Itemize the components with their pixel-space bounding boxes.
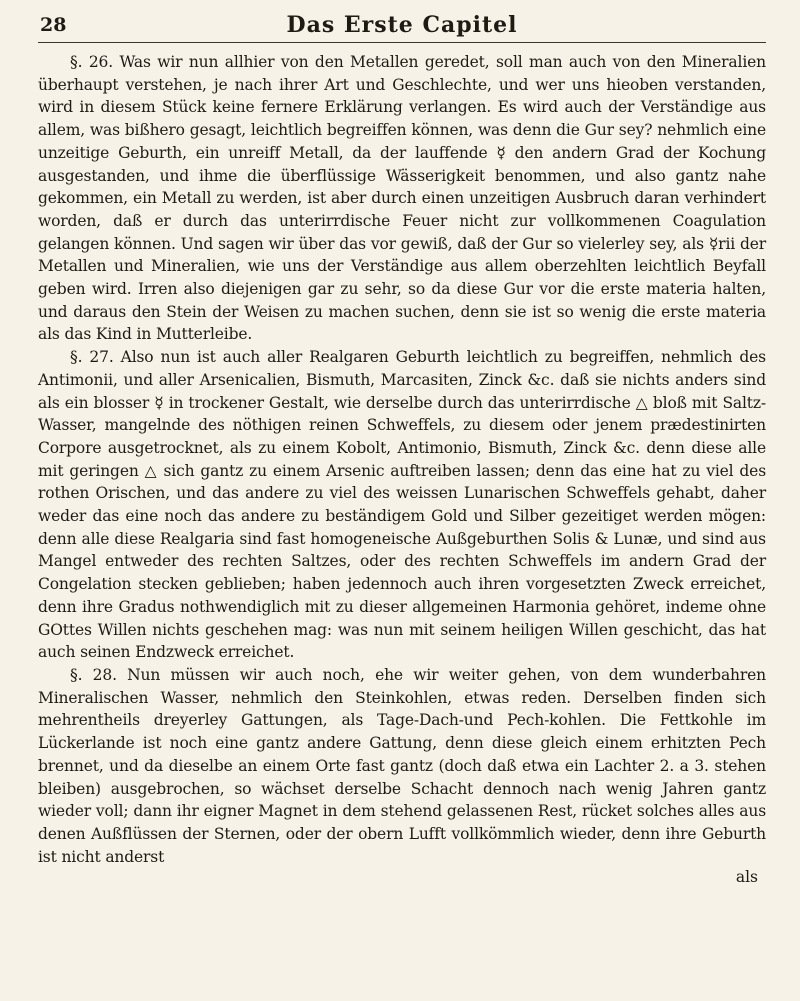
paragraph-28: §. 28. Nun müssen wir auch noch, ehe wir weiter gehen, von dem wunderbahren Mineralischen Wasser, nehmlich den Steinkohlen, etwas reden. Derselben finden sich mehrentheils dreyerley Gattungen, als Tage-Dach-und Pech-kohlen. Die Fettkohle im Lückerlande ist noch eine gantz andere Gattung, denn diese gleich einem erhitzten Pech brennet, und da dieselbe an einem Orte fast gantz (doch daß etwa ein Lachter 2. a 3. stehen bleiben) ausgebrochen, so wächset derselbe Schacht dennoch nach wenig Jahren gantz wieder voll; dann ihr eigner Magnet in dem stehend gelassenen Rest, rücket solches alles aus denen Außflüssen der Sternen, oder der obern Lufft vollkömmlich wieder, denn ihre Geburth ist nicht anderst: [38, 665, 766, 866]
page-number: 28: [40, 14, 67, 36]
paragraph-27: §. 27. Also nun ist auch aller Realgaren Geburth leichtlich zu begreiffen, nehmlich des Antimonii, und aller Arsenicalien, Bismuth, Marcasiten, Zinck &c. daß sie nichts anders sind als ein blosser ☿ in trockener Gestalt, wie derselbe durch das unterirrdische △ bloß mit Saltz-Wasser, mangelnde des nöthigen reinen Schweffels, zu diesem oder jenem prædestinirten Corpore ausgetrocknet, als zu einem Kobolt, Antimonio, Bismuth, Zinck &c. denn diese alle mit geringen △ sich gantz zu einem Arsenic auftreiben lassen; denn das eine hat zu viel des rothen Orischen, und das andere zu viel des weissen Lunarischen Schweffels gehabt, daher weder das eine noch das andere zu beständigem Gold und Silber gezeitiget werden mögen: denn alle diese Realgaria sind fast homogeneische Außgeburthen Solis & Lunæ, und sind aus Mangel entweder des rechten Saltzes, oder des rechten Schweffels im andern Grad der Congelation stecken geblieben; haben jedennoch auch ihren vorgesetzten Zweck erreichet, denn ihre Gradus nothwendiglich mit zu dieser allgemeinen Harmonia gehöret, indeme ohne GOttes Willen nichts geschehen mag: was nun mit seinem heiligen Willen geschicht, das hat auch seinen Endzweck erreichet.: [38, 348, 766, 662]
catchword: als: [735, 868, 758, 887]
page-body: [38, 43, 766, 886]
paragraph-26: §. 26. Was wir nun allhier von den Metallen geredet, soll man auch von den Mineralien überhaupt verstehen, je nach ihrer Art und Geschlechte, und wer uns hieoben verstanden, wird in diesem Stück keine fernere Erklärung verlangen. Es wird auch der Verständige aus allem, was bißhero gesagt, leichtlich begreiffen können, was denn die Gur sey? nehmlich eine unzeitige Geburth, ein unreiff Metall, da der lauffende ☿ den andern Grad der Kochung ausgestanden, und ihme die überflüssige Wässerigkeit benommen, und also gantz nahe gekommen, ein Metall zu werden, ist aber durch einen unzeitigen Ausbruch daran verhindert worden, daß er durch das unterirrdische Feuer nicht zur vollkommenen Coagulation gelangen können. Und sagen wir über das vor gewiß, daß der Gur so vielerley sey, als ☿rii der Metallen und Mineralien, wie uns der Verständige aus allem oberzehlten leichtlich Beyfall geben wird. Irren also diejenigen gar zu sehr, so da diese Gur vor die erste materia halten, und daraus den Stein der Weisen zu machen suchen, denn sie ist so wenig die erste materia als das Kind in Mutterleibe.: [38, 53, 766, 344]
page-header: [38, 10, 766, 43]
running-head: Das Erste Capitel: [286, 12, 518, 38]
